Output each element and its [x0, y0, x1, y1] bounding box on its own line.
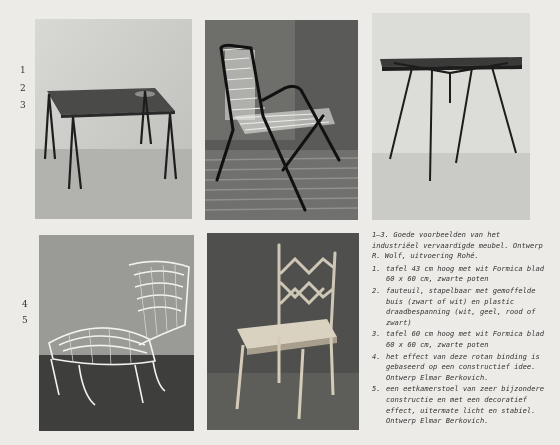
- margin-number-2: 2: [20, 84, 26, 94]
- caption-item-3: [372, 329, 550, 350]
- margin-number-3: 3: [20, 101, 26, 111]
- caption-item-number: 3.: [372, 329, 381, 339]
- caption-item-4: [372, 352, 550, 384]
- photo-low-table: [35, 19, 192, 219]
- photo-dining-chair: [207, 233, 359, 430]
- caption-item-text: een eetkamerstoel van zeer bijzondere constructie en met een decoratief effect, uitermate licht en stabiel. Ontwerp Elmar Berkovich.: [386, 384, 545, 426]
- margin-number-1: 1: [20, 66, 26, 76]
- caption-intro: 1—3. Goede voorbeelden van het industriëel vervaardigde meubel. Ontwerp R. Wolf, uitvoering Rohé.: [372, 230, 543, 261]
- caption-item-number: 4.: [372, 351, 381, 361]
- caption-item-number: 1.: [372, 263, 381, 273]
- caption-item-number: 2.: [372, 285, 381, 295]
- caption-item-text: fauteuil, stapelbaar met gemoffelde buis (zwart of wit) en plastic draadbespanning (wit, geel, rood of zwart): [386, 285, 536, 327]
- caption-item-1: [372, 264, 550, 285]
- photo-rattan-chair: [39, 235, 194, 431]
- caption-item-text: tafel 43 cm hoog met wit Formica blad 60 x 60 cm, zwarte poten: [386, 263, 545, 284]
- caption-item-text: tafel 60 cm hoog met wit Formica blad 60 x 60 cm, zwarte poten: [386, 329, 545, 349]
- caption-item-2: [372, 286, 550, 328]
- photo-high-table: [372, 13, 530, 220]
- caption-item-number: 5.: [372, 384, 381, 394]
- margin-number-4: 4: [22, 300, 28, 310]
- photo-cord-armchair: [205, 20, 358, 220]
- caption-item-5: [372, 384, 550, 426]
- margin-number-5: 5: [22, 316, 28, 326]
- caption-item-text: het effect van deze rotan binding is gebaseerd op een constructief idee. Ontwerp Elmar Berkovich.: [386, 351, 540, 382]
- caption-block: [372, 230, 550, 428]
